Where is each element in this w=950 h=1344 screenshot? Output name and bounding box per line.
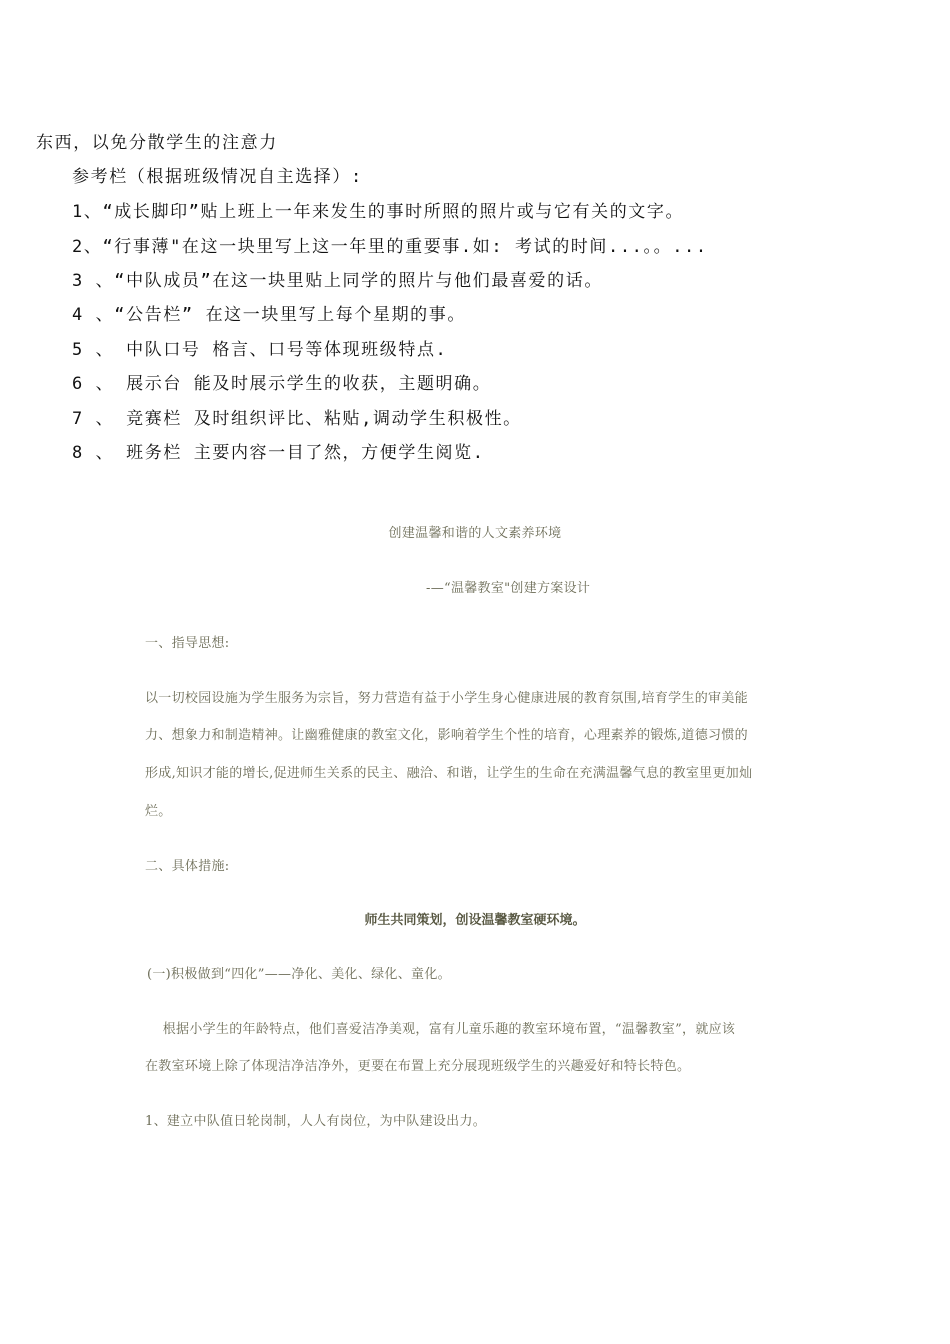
list-item-text: 中队口号 格言、口号等体现班级特点. xyxy=(114,340,448,360)
list-item xyxy=(72,369,491,394)
subsection-heading: (一)积极做到“四化”——净化、美化、绿化、童化。 xyxy=(147,967,451,982)
bold-heading: 师生共同策划，创设温馨教室硬环境。 xyxy=(364,913,586,928)
list-item-text: 班务栏 主要内容一目了然，方便学生阅览. xyxy=(114,443,485,463)
list-item-text: “成长脚印”贴上班上一年来发生的事时所照的照片或与它有关的文字。 xyxy=(102,202,685,222)
paragraph-line: 烂。 xyxy=(145,804,172,819)
list-item-text: “行事薄"在这一块里写上这一年里的重要事.如: 考试的时间...。。... xyxy=(102,237,708,257)
reference-heading: 参考栏（根据班级情况自主选择）: xyxy=(72,167,363,187)
list-item-number: 6 、 xyxy=(72,374,115,394)
paragraph-line: 力、想象力和制造精神。让幽雅健康的教室文化，影响着学生个性的培育，心理素养的锻炼,道德习惯的 xyxy=(145,728,748,743)
list-item-number: 3 、 xyxy=(72,271,115,291)
list-item-number: 5 、 xyxy=(72,340,115,360)
paragraph-line: 在教室环境上除了体现洁净洁净外，更要在布置上充分展现班级学生的兴趣爱好和特长特色。 xyxy=(145,1059,691,1074)
list-item-number: 7 、 xyxy=(72,409,115,429)
list-item xyxy=(72,404,522,429)
paragraph-line: 以一切校园设施为学生服务为宗旨，努力营造有益于小学生身心健康进展的教育氛围,培育学生的审美能 xyxy=(145,691,748,706)
paragraph-line: 形成,知识才能的增长,促进师生关系的民主、融洽、和谐，让学生的生命在充满温馨气息的教室里更加灿 xyxy=(145,766,753,781)
section1-heading: 一、指导思想: xyxy=(145,636,230,651)
article-title: 创建温馨和谐的人文素养环境 xyxy=(388,526,562,541)
paragraph-line: 根据小学生的年龄特点，他们喜爱洁净美观，富有儿童乐趣的教室环境布置，“温馨教室”，就应该 xyxy=(145,1022,736,1037)
section2-heading: 二、具体措施: xyxy=(145,859,230,874)
list-item-number: 2、 xyxy=(72,237,103,257)
list-item-text: “公告栏” 在这一块里写上每个星期的事。 xyxy=(114,305,466,325)
article-subtitle: -—“温馨教室"创建方案设计 xyxy=(426,581,591,596)
list-item-text: 展示台 能及时展示学生的收获，主题明确。 xyxy=(114,374,492,394)
list-item-number: 8 、 xyxy=(72,443,115,463)
continuation-text: 东西，以免分散学生的注意力 xyxy=(36,133,278,153)
list-item xyxy=(72,197,684,222)
list-item-number: 4 、 xyxy=(72,305,115,325)
list-item xyxy=(72,335,447,360)
list-item xyxy=(72,438,485,463)
list-item xyxy=(72,232,708,257)
list-item-text: 竞赛栏 及时组织评比、粘贴,调动学生积极性。 xyxy=(114,409,522,429)
list-item-text: “中队成员”在这一块里贴上同学的照片与他们最喜爱的话。 xyxy=(114,271,603,291)
numbered-item: 1、建立中队值日轮岗制，人人有岗位，为中队建设出力。 xyxy=(145,1114,487,1129)
list-item-number: 1、 xyxy=(72,202,103,222)
list-item xyxy=(72,300,466,325)
list-item xyxy=(72,266,603,291)
